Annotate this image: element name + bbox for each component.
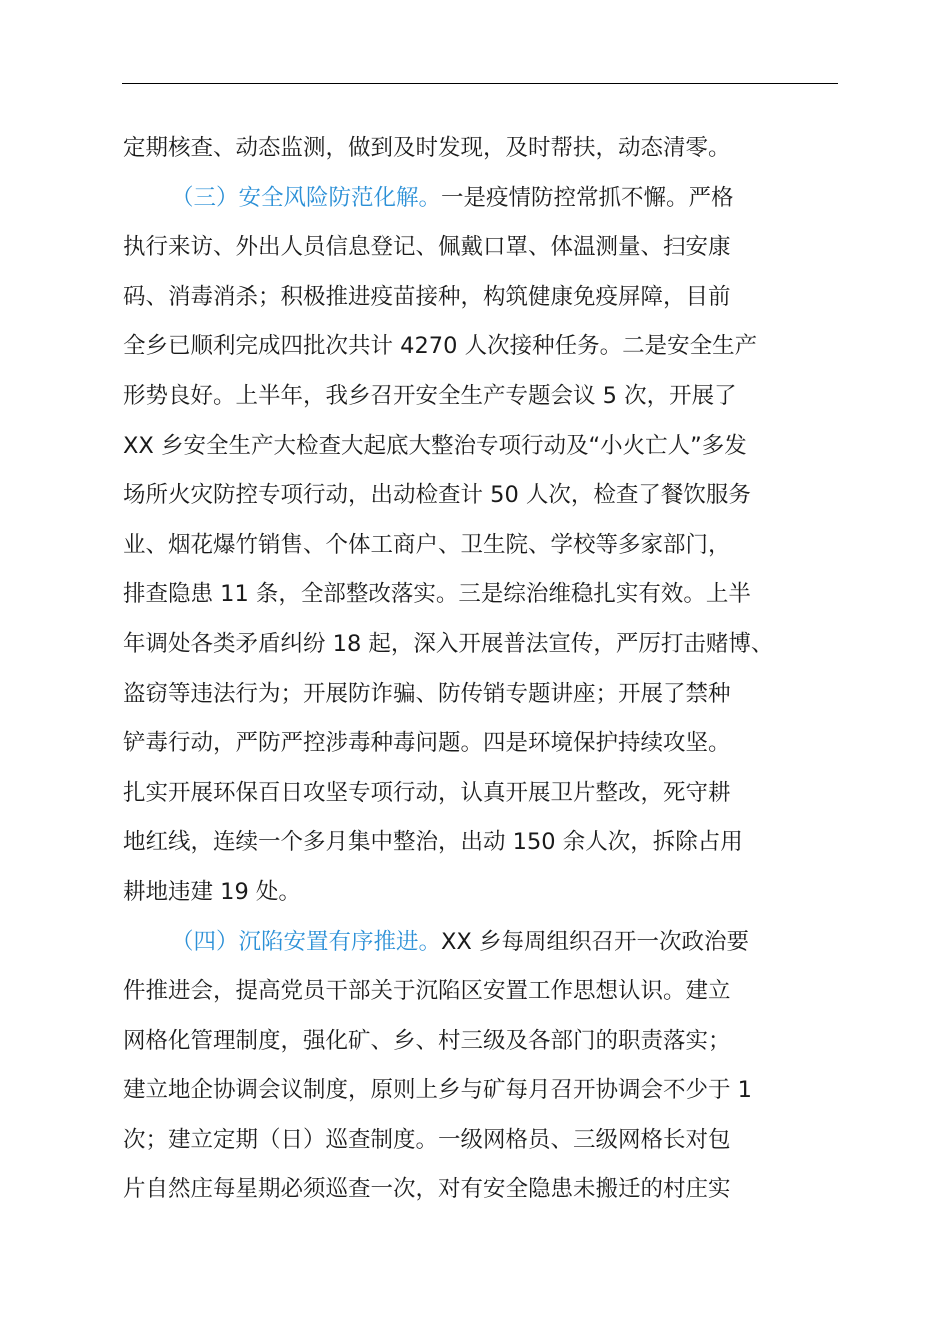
section-4-heading: （四）沉陷安置有序推进。 bbox=[171, 928, 442, 955]
section-3-heading: （三）安全风险防范化解。 bbox=[171, 184, 442, 211]
section-4-text: XX 乡每周组织召开一次政治要 bbox=[441, 928, 749, 955]
header-rule bbox=[122, 83, 838, 84]
text-line: 网格化管理制度，强化矿、乡、村三级及各部门的职责落实； bbox=[123, 1027, 731, 1054]
text-line: 耕地违建 19 处。 bbox=[123, 878, 301, 905]
text-line: XX 乡安全生产大检查大起底大整治专项行动及“小火亡人”多发 bbox=[123, 432, 747, 459]
text-line: 年调处各类矛盾纠纷 18 起，深入开展普法宣传，严厉打击赌博、 bbox=[123, 630, 774, 657]
text-line: 全乡已顺利完成四批次共计 4270 人次接种任务。二是安全生产 bbox=[123, 333, 758, 360]
text-line: 码、消毒消杀；积极推进疫苗接种，构筑健康免疫屏障，目前 bbox=[123, 283, 731, 310]
text-line: 定期核查、动态监测，做到及时发现，及时帮扶，动态清零。 bbox=[123, 135, 731, 161]
text-line: 盗窃等违法行为；开展防诈骗、防传销专题讲座；开展了禁种 bbox=[123, 680, 731, 707]
section-3-first-line bbox=[123, 174, 839, 224]
text-line: 扎实开展环保百日攻坚专项行动，认真开展卫片整改，死守耕 bbox=[123, 779, 731, 806]
text-line: 次；建立定期（日）巡查制度。一级网格员、三级网格长对包 bbox=[123, 1126, 731, 1153]
text-line: 铲毒行动，严防严控涉毒种毒问题。四是环境保护持续攻坚。 bbox=[123, 730, 731, 757]
document-body bbox=[123, 124, 839, 1215]
text-line: 执行来访、外出人员信息登记、佩戴口罩、体温测量、扫安康 bbox=[123, 234, 731, 261]
section-3-text: 一是疫情防控常抓不懈。严格 bbox=[441, 184, 734, 211]
text-line: 业、烟花爆竹销售、个体工商户、卫生院、学校等多家部门， bbox=[123, 531, 731, 558]
text-line: 排查隐患 11 条，全部整改落实。三是综治维稳扎实有效。上半 bbox=[123, 581, 751, 608]
text-line: 地红线，连续一个多月集中整治，出动 150 余人次，拆除占用 bbox=[123, 829, 743, 856]
text-line: 形势良好。上半年，我乡召开安全生产专题会议 5 次，开展了 bbox=[123, 382, 737, 409]
text-line: 建立地企协调会议制度，原则上乡与矿每月召开协调会不少于 1 bbox=[123, 1077, 752, 1104]
text-line: 件推进会，提高党员干部关于沉陷区安置工作思想认识。建立 bbox=[123, 978, 731, 1005]
text-line: 场所火灾防控专项行动，出动检查计 50 人次，检查了餐饮服务 bbox=[123, 482, 751, 509]
section-4-first-line bbox=[123, 918, 839, 968]
text-line: 片自然庄每星期必须巡查一次，对有安全隐患未搬迁的村庄实 bbox=[123, 1176, 731, 1203]
